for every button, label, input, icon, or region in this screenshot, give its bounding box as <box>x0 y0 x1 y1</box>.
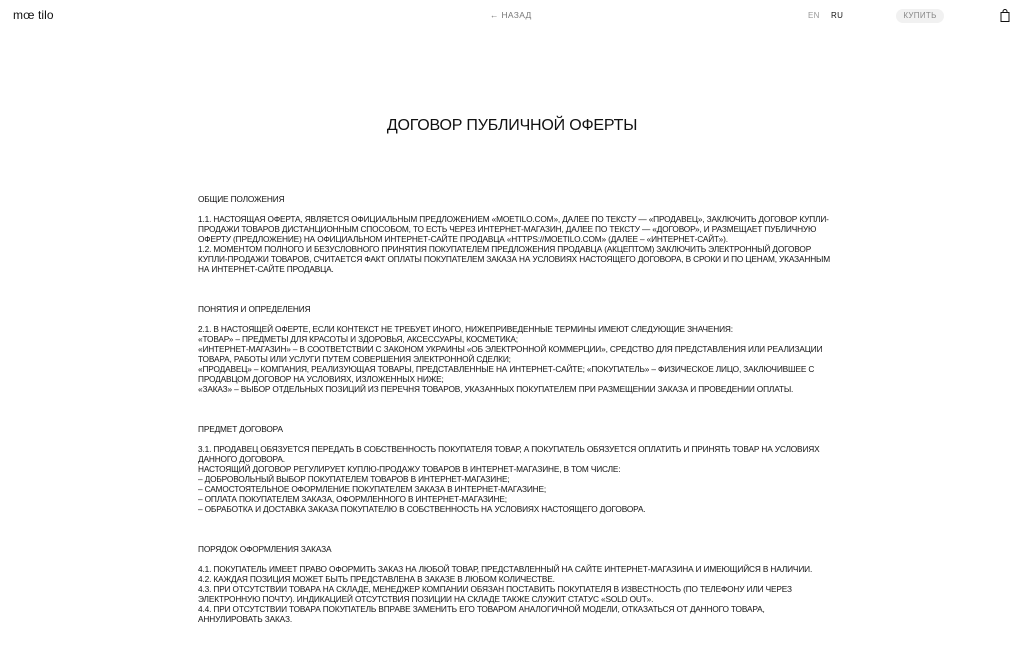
clause-text: – САМОСТОЯТЕЛЬНОЕ ОФОРМЛЕНИЕ ПОКУПАТЕЛЕМ ЗАКАЗА В ИНТЕРНЕТ-МАГАЗИНЕ; <box>198 484 547 494</box>
site-header <box>0 0 1024 32</box>
section-subject <box>198 424 830 514</box>
back-link[interactable]: ← НАЗАД <box>490 10 532 20</box>
section-heading: ПОРЯДОК ОФОРМЛЕНИЯ ЗАКАЗА <box>198 544 332 554</box>
clause-text: 4.4. ПРИ ОТСУТСТВИИ ТОВАРА ПОКУПАТЕЛЬ ВПРАВЕ ЗАМЕНИТЬ ЕГО ТОВАРОМ АНАЛОГИЧНОЙ МОДЕЛИ, ОТКАЗАТЬСЯ ОТ ДАННОГО ТОВАРА, АННУЛИРОВАТЬ ЗАКАЗ. <box>198 604 765 624</box>
clause-text: «ЗАКАЗ» – ВЫБОР ОТДЕЛЬНЫХ ПОЗИЦИЙ ИЗ ПЕРЕЧНЯ ТОВАРОВ, УКАЗАННЫХ ПОКУПАТЕЛЕМ ПРИ РАЗМЕЩЕНИИ ЗАКАЗА И ПРОВЕДЕНИИ ОПЛАТЫ. <box>198 384 794 394</box>
buy-button[interactable]: КУПИТЬ <box>896 9 944 23</box>
offer-content <box>198 194 830 654</box>
section-order <box>198 544 830 624</box>
lang-ru-button[interactable]: RU <box>831 11 844 20</box>
clause-text: НАСТОЯЩИЙ ДОГОВОР РЕГУЛИРУЕТ КУПЛЮ-ПРОДАЖУ ТОВАРОВ В ИНТЕРНЕТ-МАГАЗИНЕ, В ТОМ ЧИСЛЕ: <box>198 464 621 474</box>
clause-text: 3.1. ПРОДАВЕЦ ОБЯЗУЕТСЯ ПЕРЕДАТЬ В СОБСТВЕННОСТЬ ПОКУПАТЕЛЯ ТОВАР, А ПОКУПАТЕЛЬ ОБЯЗУЕТСЯ ОПЛАТИТЬ И ПРИНЯТЬ ТОВАР НА УСЛОВИЯХ ДАННОГО ДОГОВОРА. <box>198 444 820 464</box>
clause-text: – ОПЛАТА ПОКУПАТЕЛЕМ ЗАКАЗА, ОФОРМЛЕННОГО В ИНТЕРНЕТ-МАГАЗИНЕ; <box>198 494 507 504</box>
shopping-bag-icon[interactable] <box>999 9 1011 22</box>
section-general <box>198 194 830 274</box>
clause-text: «ТОВАР» – ПРЕДМЕТЫ ДЛЯ КРАСОТЫ И ЗДОРОВЬЯ, АКСЕССУАРЫ, КОСМЕТИКА; <box>198 334 518 344</box>
section-definitions <box>198 304 830 394</box>
clause-text: «ПРОДАВЕЦ» – КОМПАНИЯ, РЕАЛИЗУЮЩАЯ ТОВАРЫ, ПРЕДСТАВЛЕННЫЕ НА ИНТЕРНЕТ-САЙТЕ; «ПОКУПАТЕЛЬ» – ФИЗИЧЕСКОЕ ЛИЦО, ЗАКЛЮЧИВШЕЕ С ПРОДАВЦОМ ДОГОВОР НА УСЛОВИЯХ, ИЗЛОЖЕННЫХ НИЖЕ; <box>198 364 815 384</box>
clause-text: 4.3. ПРИ ОТСУТСТВИИ ТОВАРА НА СКЛАДЕ, МЕНЕДЖЕР КОМПАНИИ ОБЯЗАН ПОСТАВИТЬ ПОКУПАТЕЛЯ В ИЗВЕСТНОСТЬ (ПО ТЕЛЕФОНУ ИЛИ ЧЕРЕЗ ЭЛЕКТРОННУЮ ПОЧТУ). ИНДИКАЦИЕЙ ОТСУТСТВИЯ ПОЗИЦИИ НА СКЛАДЕ ТАКЖЕ СЛУЖИТ СТАТУС «SOLD OUT». <box>198 584 792 604</box>
clause-text: 4.1. ПОКУПАТЕЛЬ ИМЕЕТ ПРАВО ОФОРМИТЬ ЗАКАЗ НА ЛЮБОЙ ТОВАР, ПРЕДСТАВЛЕННЫЙ НА САЙТЕ ИНТЕРНЕТ-МАГАЗИНА И ИМЕЮЩИЙСЯ В НАЛИЧИИ. <box>198 564 813 574</box>
section-heading: ПОНЯТИЯ И ОПРЕДЕЛЕНИЯ <box>198 304 311 314</box>
section-heading: ПРЕДМЕТ ДОГОВОРА <box>198 424 283 434</box>
clause-text: 1.1. НАСТОЯЩАЯ ОФЕРТА, ЯВЛЯЕТСЯ ОФИЦИАЛЬНЫМ ПРЕДЛОЖЕНИЕМ «MOETILO.COM», ДАЛЕЕ ПО ТЕКСТУ — «ПРОДАВЕЦ», ЗАКЛЮЧИТЬ ДОГОВОР КУПЛИ-ПРОДАЖИ ТОВАРОВ ДИСТАНЦИОННЫМ СПОСОБОМ, ТО ЕСТЬ ЧЕРЕЗ ИНТЕРНЕТ-МАГАЗИН, ДАЛЕЕ ПО ТЕКСТУ — «ДОГОВОР», И РАЗМЕЩАЕТ ПУБЛИЧНУЮ ОФЕРТУ (ПРЕДЛОЖЕНИЕ) НА ОФИЦИАЛЬНОМ ИНТЕРНЕТ-САЙТЕ ПРОДАВЦА «HTTPS://MOETILO.COM» (ДАЛЕЕ – «ИНТЕРНЕТ-САЙТ»). <box>198 214 829 244</box>
clause-text: – ДОБРОВОЛЬНЫЙ ВЫБОР ПОКУПАТЕЛЕМ ТОВАРОВ В ИНТЕРНЕТ-МАГАЗИНЕ; <box>198 474 510 484</box>
section-heading: ОБЩИЕ ПОЛОЖЕНИЯ <box>198 194 285 204</box>
clause-text: – ОБРАБОТКА И ДОСТАВКА ЗАКАЗА ПОКУПАТЕЛЮ В СОБСТВЕННОСТЬ НА УСЛОВИЯХ НАСТОЯЩЕГО ДОГОВОРА. <box>198 504 646 514</box>
page-title: ДОГОВОР ПУБЛИЧНОЙ ОФЕРТЫ <box>386 117 638 134</box>
lang-en-button[interactable]: EN <box>808 11 820 20</box>
clause-text: «ИНТЕРНЕТ-МАГАЗИН» – В СООТВЕТСТВИИ С ЗАКОНОМ УКРАИНЫ «ОБ ЭЛЕКТРОННОЙ КОММЕРЦИИ», СРЕДСТВО ДЛЯ ПРЕДСТАВЛЕНИЯ ИЛИ РЕАЛИЗАЦИИ ТОВАРА, РАБОТЫ ИЛИ УСЛУГИ ПУТЕМ СОВЕРШЕНИЯ ЭЛЕКТРОННОЙ СДЕЛКИ; <box>198 344 823 364</box>
clause-text: 2.1. В НАСТОЯЩЕЙ ОФЕРТЕ, ЕСЛИ КОНТЕКСТ НЕ ТРЕБУЕТ ИНОГО, НИЖЕПРИВЕДЕННЫЕ ТЕРМИНЫ ИМЕЮТ СЛЕДУЮЩИЕ ЗНАЧЕНИЯ: <box>198 324 733 334</box>
clause-text: 1.2. МОМЕНТОМ ПОЛНОГО И БЕЗУСЛОВНОГО ПРИНЯТИЯ ПОКУПАТЕЛЕМ ПРЕДЛОЖЕНИЯ ПРОДАВЦА (АКЦЕПТОМ) ЗАКЛЮЧИТЬ ЭЛЕКТРОННЫЙ ДОГОВОР КУПЛИ-ПРОДАЖИ ТОВАРОВ, СЧИТАЕТСЯ ФАКТ ОПЛАТЫ ПОКУПАТЕЛЕМ ЗАКАЗА НА УСЛОВИЯХ НАСТОЯЩЕГО ДОГОВОРА, В СРОКИ И ПО ЦЕНАМ, УКАЗАННЫМ НА ИНТЕРНЕТ-САЙТЕ ПРОДАВЦА. <box>198 244 831 274</box>
logo[interactable]: mœ tilo <box>13 8 54 22</box>
clause-text: 4.2. КАЖДАЯ ПОЗИЦИЯ МОЖЕТ БЫТЬ ПРЕДСТАВЛЕНА В ЗАКАЗЕ В ЛЮБОМ КОЛИЧЕСТВЕ. <box>198 574 555 584</box>
